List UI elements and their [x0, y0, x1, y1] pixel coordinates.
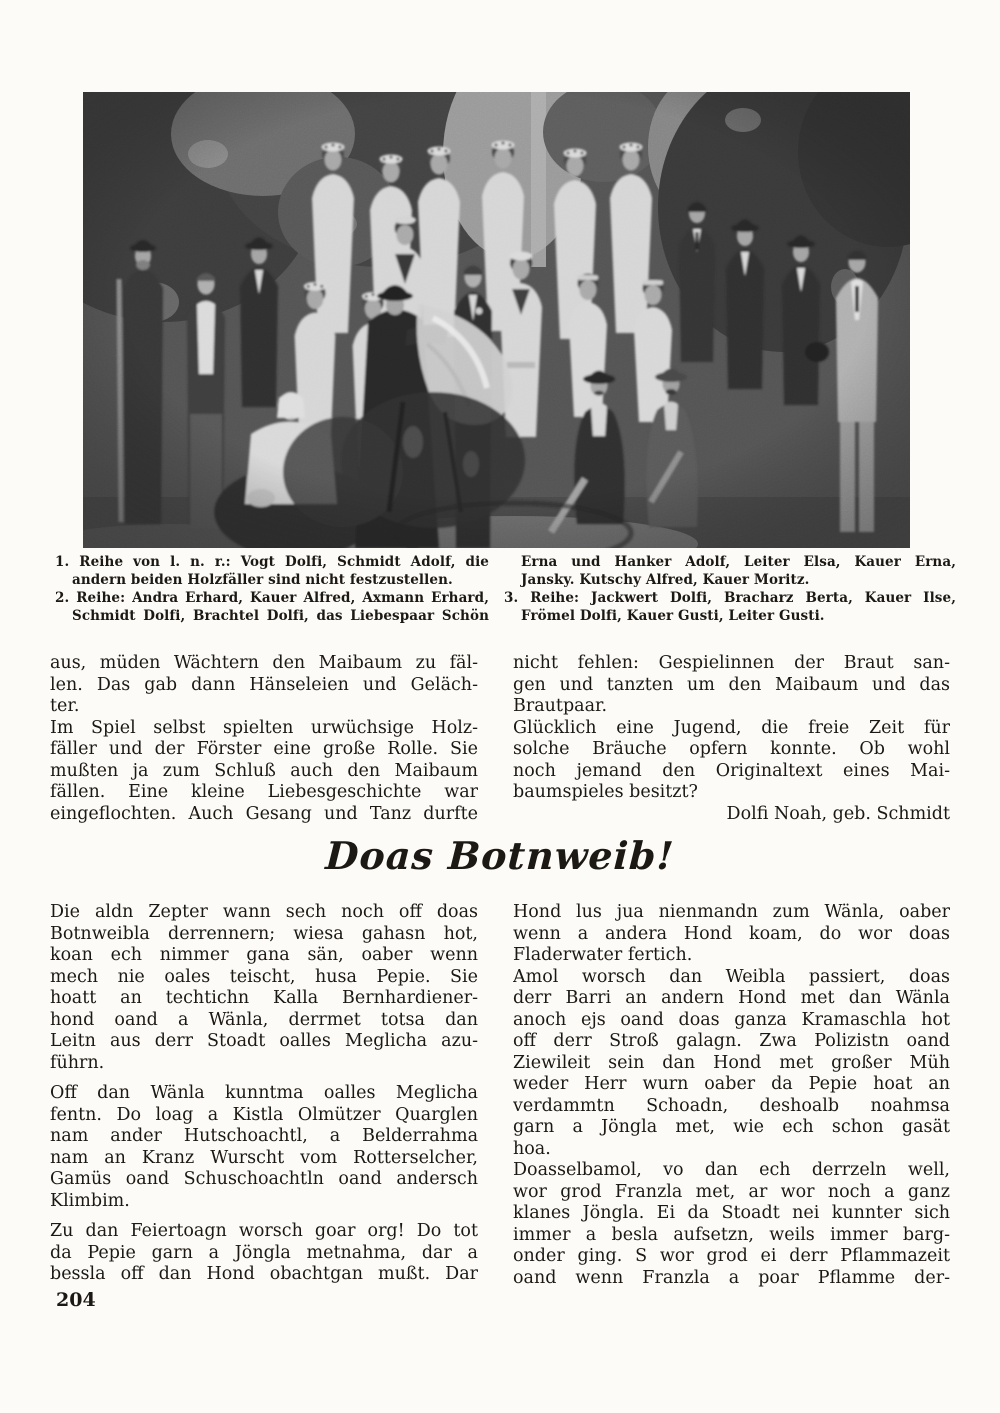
text-line: koan ech nimmer gana sän, oaber wenn	[50, 945, 478, 965]
text-line: Off dan Wänla kunntma oalles Meglicha	[50, 1083, 478, 1103]
text-line: Im Spiel selbst spielten urwüchsige Holz-	[50, 717, 478, 738]
text-line: Doasselbamol, vo dan ech derrzeln well,	[513, 1160, 950, 1180]
article-column-left	[50, 653, 478, 825]
article-column-right	[513, 653, 950, 825]
text-line: onder ging. S wor grod ei derr Pflammazeit	[513, 1246, 950, 1266]
text-line: 2. Reihe: Andra Erhard, Kauer Alfred, Axmann Erhard,	[55, 590, 489, 606]
text-line: anoch ejs oand doas ganza Kramaschla hot	[513, 1009, 950, 1030]
paragraph	[50, 902, 478, 1074]
text-line: ter.	[50, 696, 80, 716]
text-line: Fladerwater fertich.	[513, 945, 693, 965]
text-line: hoatt an techtichn Kalla Bernhardiener-	[50, 988, 478, 1008]
text-line: weder Herr wurn oaber da Pepie hoat an	[513, 1074, 950, 1094]
text-line: Amol worsch dan Weibla passiert, doas	[513, 966, 950, 987]
text-line: Ziewileit sein dan Hond met großer Müh	[513, 1052, 950, 1073]
text-line: Schmidt Dolfi, Brachtel Dolfi, das Liebespaar Schön	[72, 608, 489, 624]
text-line: wenn a andera Hond koam, do wor doas	[513, 923, 950, 944]
article-heading: Doas Botnweib!	[324, 833, 676, 878]
text-line: hond oand a Wänla, derrmet totsa dan	[50, 1009, 478, 1030]
text-line: Erna und Hanker Adolf, Leiter Elsa, Kauer Erna,	[521, 554, 956, 570]
text-line: immer a besla aufsetzn, weils immer barg-	[513, 1224, 950, 1245]
photograph-frame	[83, 92, 910, 548]
text-line: off derr Stroß galagn. Zwa Polizistn oand	[513, 1031, 950, 1051]
text-line: fentn. Do loag a Kistla Olmützer Quarglen	[50, 1104, 478, 1125]
text-line: noch jemand den Originaltext eines Mai-	[513, 760, 950, 781]
text-line: mech nie oales teischt, husa Pepie. Sie	[50, 966, 478, 987]
text-line: Frömel Dolfi, Kauer Gusti, Leiter Gusti.	[521, 608, 825, 624]
text-line: len. Das gab dann Hänseleien und Geläch-	[50, 674, 478, 695]
text-line: Brautpaar.	[513, 696, 608, 716]
text-line: fäller und der Förster eine große Rolle. Sie	[50, 739, 478, 759]
group-photograph	[83, 92, 910, 548]
text-line: 3. Reihe: Jackwert Dolfi, Bracharz Berta, Kauer Ilse,	[504, 590, 956, 606]
paragraph	[50, 1221, 478, 1286]
text-line: andern beiden Holzfäller sind nicht festzustellen.	[72, 572, 453, 588]
text-line: nam an Kranz Wurscht vom Rotterselcher,	[50, 1147, 478, 1168]
text-line: Jansky. Kutschy Alfred, Kauer Moritz.	[521, 572, 810, 588]
text-line: hoa.	[513, 1138, 551, 1159]
text-line: da Pepie garn a Jöngla metnahma, dar a	[50, 1242, 478, 1263]
text-line: Gamüs oand Schuschoachtln oand andersch	[50, 1169, 478, 1189]
text-line: solche Bräuche opfern konnte. Ob wohl	[513, 739, 950, 759]
photo-grain	[83, 92, 910, 548]
text-line: Botnweibla derrennern; wiesa gahasn hot,	[50, 923, 478, 944]
text-line: Dolfi Noah, geb. Schmidt	[726, 803, 950, 824]
dialect-column-right	[513, 902, 950, 1289]
text-line: mußten ja zum Schluß auch den Maibaum	[50, 760, 478, 781]
text-line: 1. Reihe von l. n. r.: Vogt Dolfi, Schmidt Adolf, die	[55, 554, 489, 570]
text-line: derr Barri an andern Hond met dan Wänla	[513, 988, 950, 1008]
text-line: gen und tanzten um den Maibaum und das	[513, 674, 950, 695]
text-line: führn.	[50, 1052, 105, 1073]
text-line: Klimbim.	[50, 1190, 130, 1211]
text-line: bessla off dan Hond obachtgan mußt. Dar	[50, 1264, 478, 1284]
text-line: Glücklich eine Jugend, die freie Zeit für	[513, 717, 950, 738]
text-line: Zu dan Feiertoagn worsch goar org! Do tot	[50, 1221, 478, 1241]
text-line: wor grod Franzla met, ar wor noch a ganz	[513, 1181, 950, 1202]
text-line: eingeflochten. Auch Gesang und Tanz durfte	[50, 803, 478, 824]
text-line: klanes Jöngla. Ei da Stoadt nei kunnter sich	[513, 1203, 950, 1223]
text-line: Die aldn Zepter wann sech noch off doas	[50, 902, 478, 922]
text-line: aus, müden Wächtern den Maibaum zu fäl-	[50, 653, 478, 673]
text-line: Leitn aus derr Stoadt oalles Meglicha azu-	[50, 1031, 478, 1051]
text-line: baumspieles besitzt?	[513, 782, 698, 802]
page-number: 204	[56, 1289, 96, 1311]
paragraph	[50, 1083, 478, 1212]
text-line: fällen. Eine kleine Liebesgeschichte war	[50, 782, 478, 802]
text-line: garn a Jöngla met, wie ech schon gasät	[513, 1117, 950, 1137]
photo-caption-left	[55, 553, 489, 625]
text-line: oand wenn Franzla a poar Pflamme der-	[513, 1267, 950, 1288]
photo-caption-right	[504, 553, 956, 625]
text-line: Hond lus jua nienmandn zum Wänla, oaber	[513, 902, 950, 922]
dialect-column-left	[50, 902, 478, 1286]
text-line: verdammtn Schoadn, deshoalb noahmsa	[513, 1095, 950, 1116]
text-line: nicht fehlen: Gespielinnen der Braut san-	[513, 653, 950, 673]
text-line: nam ander Hutschoachtl, a Belderrahma	[50, 1126, 478, 1146]
